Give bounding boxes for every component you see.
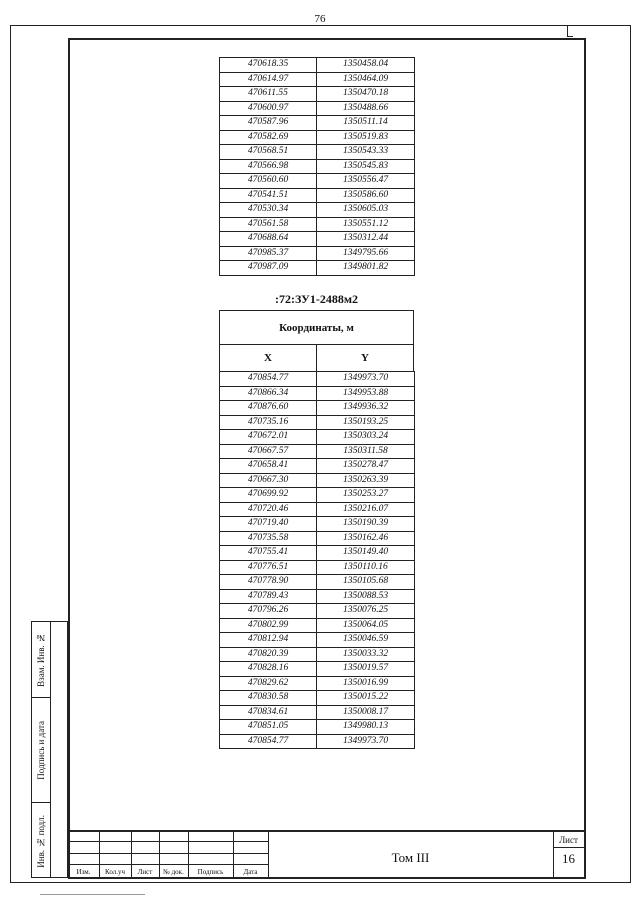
y-coordinate: 1349936.32 [317, 401, 415, 416]
x-coordinate: 470614.97 [220, 72, 317, 87]
x-coordinate: 470796.26 [220, 604, 317, 619]
table-row [220, 647, 415, 662]
count-label: Кол.уч [105, 868, 125, 876]
section-title: :72:ЗУ1-2488м2 [274, 292, 358, 306]
y-coordinate: 1349973.70 [317, 734, 415, 749]
table-row [220, 560, 415, 575]
table-row [220, 101, 415, 116]
table-row [220, 604, 415, 619]
y-coordinate: 1350311.58 [317, 444, 415, 459]
table-row [220, 502, 415, 517]
table-row [220, 159, 415, 174]
table-row [220, 517, 415, 532]
y-coordinate: 1350019.57 [317, 662, 415, 677]
sheet-label: Лист [559, 835, 578, 845]
table-row [220, 633, 415, 648]
coordinates-header [219, 310, 414, 372]
y-coordinate: 1350076.25 [317, 604, 415, 619]
x-coordinate: 470987.09 [220, 261, 317, 276]
y-coordinate: 1350216.07 [317, 502, 415, 517]
x-coordinate: 470699.92 [220, 488, 317, 503]
y-coordinate: 1350015.22 [317, 691, 415, 706]
y-coordinate: 1350263.39 [317, 473, 415, 488]
y-coordinate: 1350458.04 [317, 58, 415, 73]
table-row [220, 401, 415, 416]
table-row [220, 203, 415, 218]
y-coordinate: 1350511.14 [317, 116, 415, 131]
x-coordinate: 470582.69 [220, 130, 317, 145]
table-row [220, 705, 415, 720]
table-row [220, 589, 415, 604]
y-coordinate: 1349801.82 [317, 261, 415, 276]
bottom-rule [40, 894, 145, 895]
y-coordinate: 1350046.59 [317, 633, 415, 648]
table-row [220, 415, 415, 430]
column-x-header: X [220, 345, 317, 371]
table-row [220, 386, 415, 401]
y-coordinate: 1350008.17 [317, 705, 415, 720]
y-coordinate: 1349795.66 [317, 246, 415, 261]
y-coordinate: 1350545.83 [317, 159, 415, 174]
date-label: Дата [243, 868, 258, 876]
x-coordinate: 470672.01 [220, 430, 317, 445]
y-coordinate: 1350278.47 [317, 459, 415, 474]
table-row [220, 662, 415, 677]
table-row [220, 145, 415, 160]
table-row [220, 734, 415, 749]
y-coordinate: 1350303.24 [317, 430, 415, 445]
table-row [220, 430, 415, 445]
x-coordinate: 470812.94 [220, 633, 317, 648]
y-coordinate: 1350162.46 [317, 531, 415, 546]
x-coordinate: 470541.51 [220, 188, 317, 203]
x-coordinate: 470530.34 [220, 203, 317, 218]
column-y-header: Y [361, 352, 369, 364]
coordinates-header-title: Координаты, м [220, 311, 413, 345]
table-row [220, 116, 415, 131]
table-row [220, 188, 415, 203]
y-coordinate: 1350464.09 [317, 72, 415, 87]
sheet-col-label: Лист [137, 868, 153, 876]
table-row [220, 488, 415, 503]
x-coordinate: 470851.05 [220, 720, 317, 735]
x-coordinate: 470566.98 [220, 159, 317, 174]
y-coordinate: 1350149.40 [317, 546, 415, 561]
x-coordinate: 470854.77 [220, 734, 317, 749]
signature-date-label: Подпись и дата [36, 721, 46, 780]
y-coordinate: 1349980.13 [317, 720, 415, 735]
x-coordinate: 470876.60 [220, 401, 317, 416]
y-coordinate: 1350312.44 [317, 232, 415, 247]
change-label: Изм. [76, 868, 91, 876]
y-coordinate: 1350543.33 [317, 145, 415, 160]
y-coordinate: 1349953.88 [317, 386, 415, 401]
y-coordinate: 1350190.39 [317, 517, 415, 532]
y-coordinate: 1350556.47 [317, 174, 415, 189]
y-coordinate: 1350193.25 [317, 415, 415, 430]
x-coordinate: 470830.58 [220, 691, 317, 706]
y-coordinate: 1350064.05 [317, 618, 415, 633]
y-coordinate: 1350016.99 [317, 676, 415, 691]
signature-label: Подпись [197, 868, 224, 876]
frame-tick [567, 25, 573, 37]
y-coordinate: 1350488.66 [317, 101, 415, 116]
x-coordinate: 470866.34 [220, 386, 317, 401]
y-coordinate: 1350586.60 [317, 188, 415, 203]
table-row [220, 618, 415, 633]
replaced-inventory-label: Взам. Инв. № [36, 633, 46, 687]
table-row [220, 546, 415, 561]
table-row [220, 676, 415, 691]
y-coordinate: 1350033.32 [317, 647, 415, 662]
page-number: 76 [314, 13, 326, 25]
table-row [220, 58, 415, 73]
x-coordinate: 470854.77 [220, 372, 317, 387]
table-row [220, 531, 415, 546]
coordinates-table [219, 371, 415, 749]
x-coordinate: 470829.62 [220, 676, 317, 691]
x-coordinate: 470618.35 [220, 58, 317, 73]
x-coordinate: 470985.37 [220, 246, 317, 261]
volume-title: Том III [391, 850, 430, 865]
sheet-number: 16 [562, 851, 575, 866]
table-row [220, 691, 415, 706]
x-coordinate: 470720.46 [220, 502, 317, 517]
doc-number-label: № док. [163, 868, 184, 876]
x-coordinate: 470834.61 [220, 705, 317, 720]
y-coordinate: 1350088.53 [317, 589, 415, 604]
y-coordinate: 1350605.03 [317, 203, 415, 218]
x-coordinate: 470667.30 [220, 473, 317, 488]
original-inventory-label: Инв. № подл. [36, 814, 46, 868]
table-row [220, 130, 415, 145]
table-row [220, 217, 415, 232]
table-row [220, 261, 415, 276]
x-coordinate: 470587.96 [220, 116, 317, 131]
side-stamp [31, 621, 68, 878]
x-coordinate: 470820.39 [220, 647, 317, 662]
table-row [220, 372, 415, 387]
y-coordinate: 1350470.18 [317, 87, 415, 102]
y-coordinate: 1350551.12 [317, 217, 415, 232]
x-coordinate: 470568.51 [220, 145, 317, 160]
x-coordinate: 470667.57 [220, 444, 317, 459]
x-coordinate: 470600.97 [220, 101, 317, 116]
x-coordinate: 470802.99 [220, 618, 317, 633]
y-coordinate: 1350110.16 [317, 560, 415, 575]
x-coordinate: 470776.51 [220, 560, 317, 575]
x-coordinate: 470611.55 [220, 87, 317, 102]
table-row [220, 174, 415, 189]
table-row [220, 87, 415, 102]
coordinates-table-continued [219, 57, 415, 276]
table-row [220, 444, 415, 459]
table-row [220, 232, 415, 247]
x-coordinate: 470658.41 [220, 459, 317, 474]
x-coordinate: 470789.43 [220, 589, 317, 604]
y-coordinate: 1350253.27 [317, 488, 415, 503]
table-row [220, 246, 415, 261]
table-row [220, 575, 415, 590]
x-coordinate: 470688.64 [220, 232, 317, 247]
x-coordinate: 470735.16 [220, 415, 317, 430]
table-row [220, 459, 415, 474]
x-coordinate: 470755.41 [220, 546, 317, 561]
x-coordinate: 470719.40 [220, 517, 317, 532]
x-coordinate: 470735.58 [220, 531, 317, 546]
table-row [220, 473, 415, 488]
x-coordinate: 470560.60 [220, 174, 317, 189]
x-coordinate: 470828.16 [220, 662, 317, 677]
table-row [220, 72, 415, 87]
y-coordinate: 1349973.70 [317, 372, 415, 387]
y-coordinate: 1350105.68 [317, 575, 415, 590]
table-row [220, 720, 415, 735]
x-coordinate: 470778.90 [220, 575, 317, 590]
x-coordinate: 470561.58 [220, 217, 317, 232]
y-coordinate: 1350519.83 [317, 130, 415, 145]
